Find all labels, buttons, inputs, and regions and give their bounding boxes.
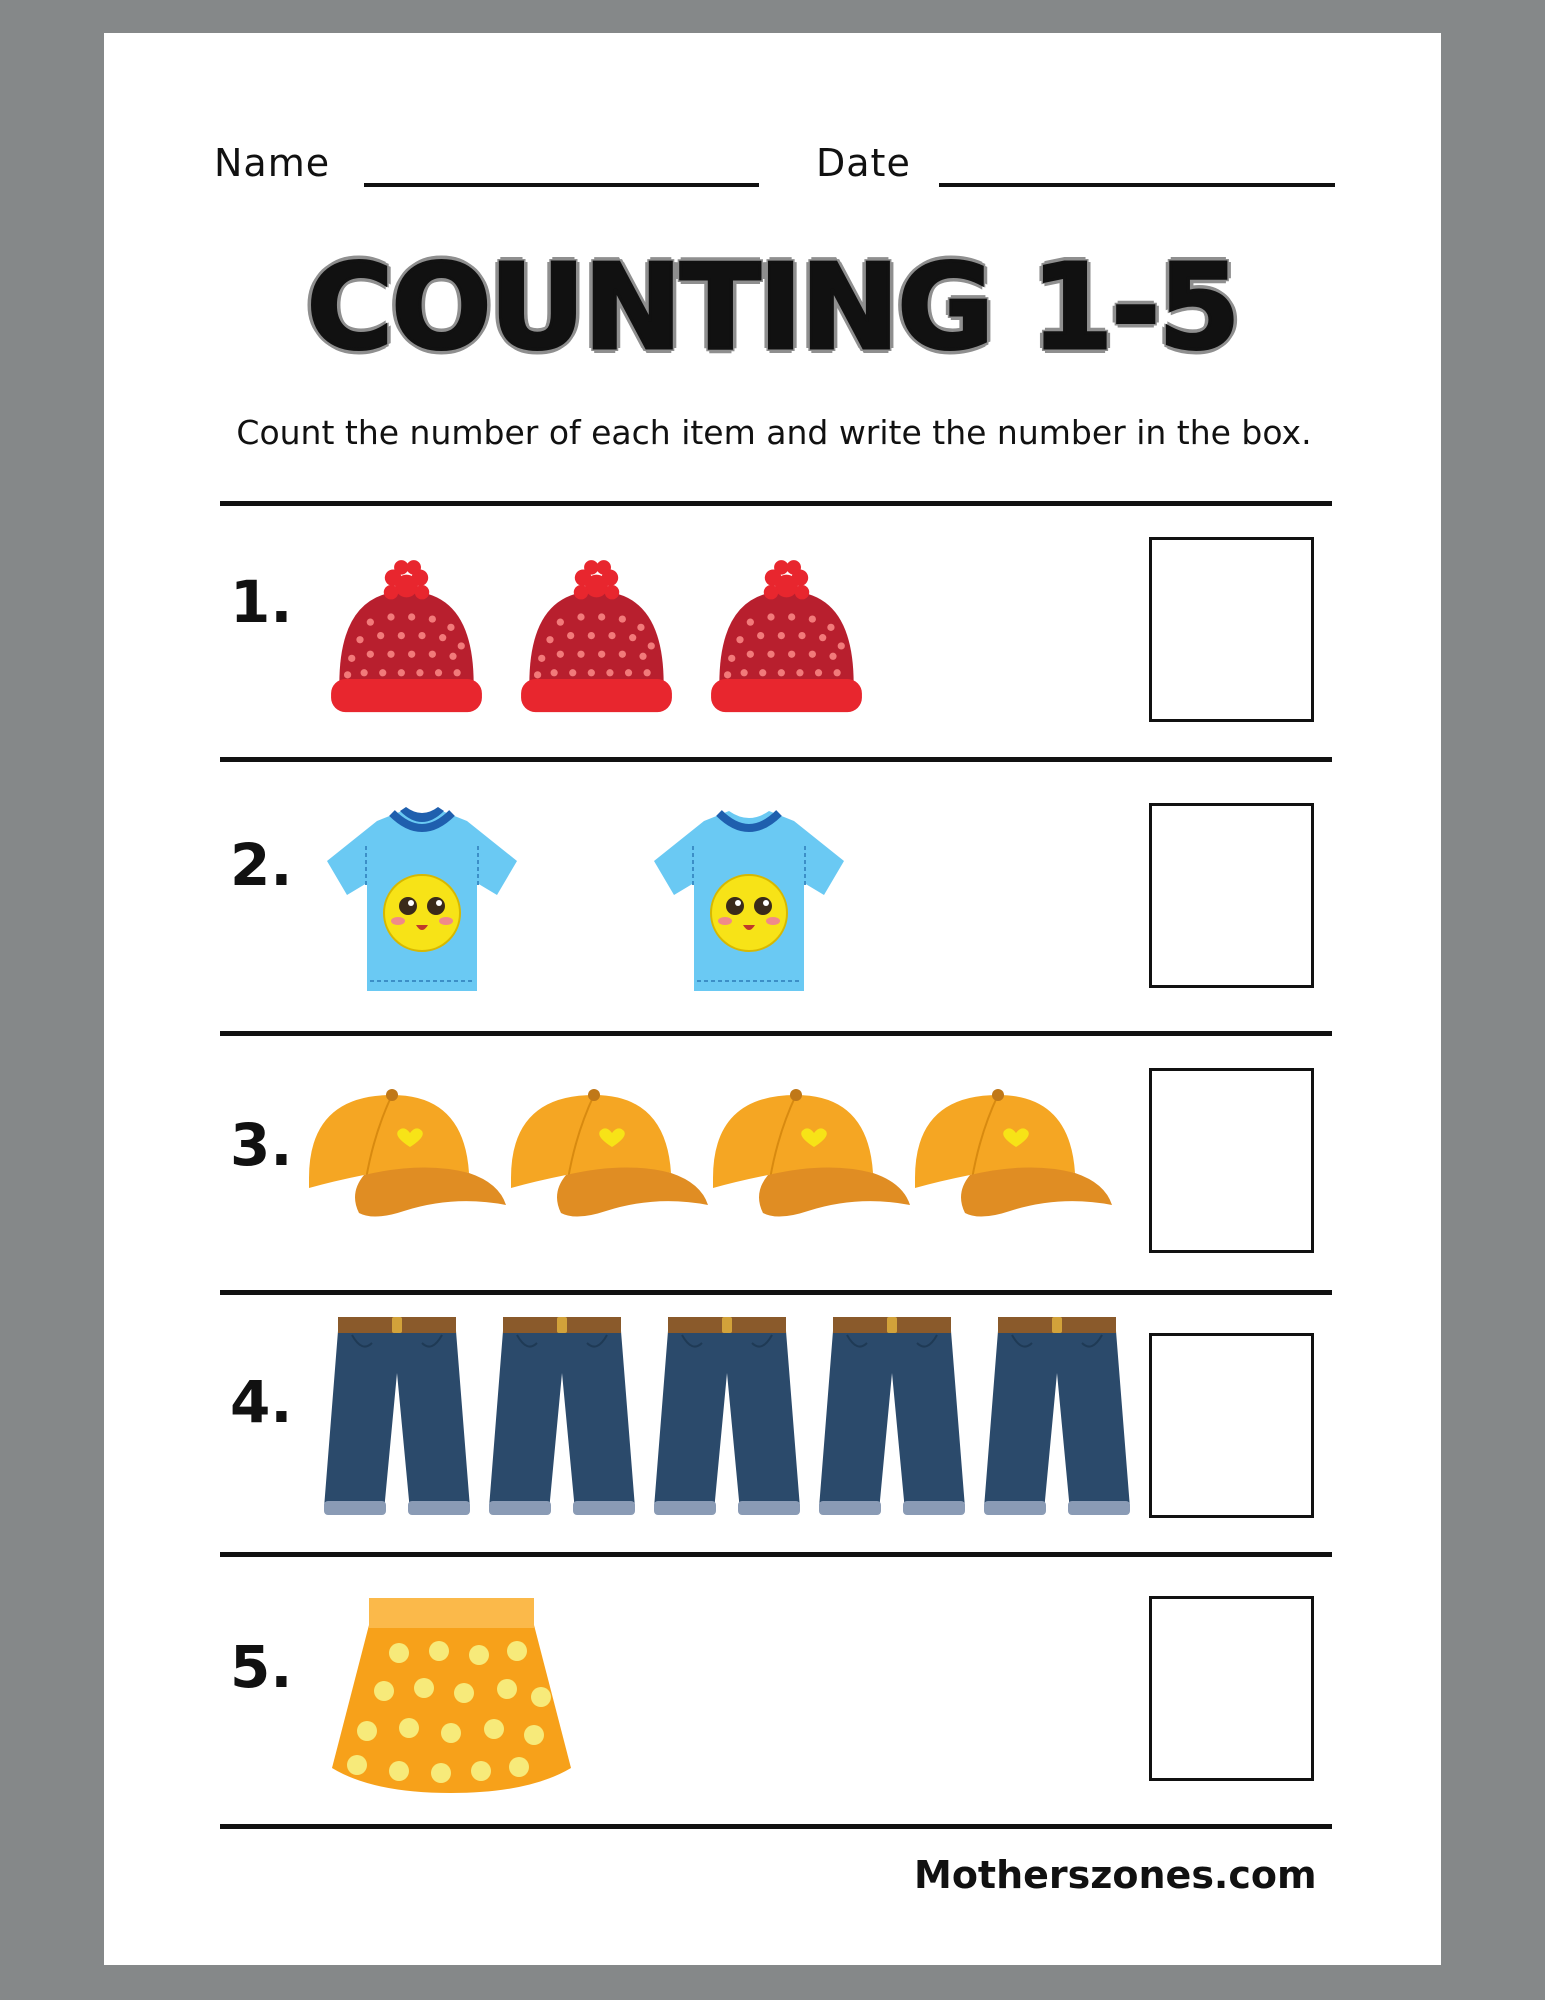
t-shirt-icon bbox=[322, 803, 522, 998]
divider bbox=[220, 501, 1332, 506]
baseball-cap-icon bbox=[708, 1083, 913, 1228]
question-number: 4. bbox=[230, 1368, 293, 1436]
jeans-icon bbox=[487, 1313, 637, 1533]
skirt-icon bbox=[329, 1593, 574, 1803]
jeans-icon bbox=[322, 1313, 472, 1533]
footer-website: Motherszones.com bbox=[914, 1853, 1317, 1897]
beanie-hat-icon bbox=[519, 548, 674, 748]
question-number: 2. bbox=[230, 831, 293, 899]
baseball-cap-icon bbox=[910, 1083, 1115, 1228]
jeans-icon bbox=[817, 1313, 967, 1533]
jeans-icon bbox=[982, 1313, 1132, 1533]
answer-box-1[interactable] bbox=[1149, 537, 1314, 722]
divider bbox=[220, 1824, 1332, 1829]
worksheet-page bbox=[104, 33, 1441, 1965]
instructions-text: Count the number of each item and write the number in the box. bbox=[236, 413, 1312, 452]
baseball-cap-icon bbox=[304, 1083, 509, 1228]
answer-box-2[interactable] bbox=[1149, 803, 1314, 988]
answer-box-5[interactable] bbox=[1149, 1596, 1314, 1781]
name-label: Name bbox=[214, 141, 331, 185]
question-number: 5. bbox=[230, 1633, 293, 1701]
answer-box-4[interactable] bbox=[1149, 1333, 1314, 1518]
divider bbox=[220, 1552, 1332, 1557]
divider bbox=[220, 1031, 1332, 1036]
date-label: Date bbox=[816, 141, 911, 185]
divider bbox=[220, 1290, 1332, 1295]
beanie-hat-icon bbox=[709, 548, 864, 748]
answer-box-3[interactable] bbox=[1149, 1068, 1314, 1253]
page-title: COUNTING 1-5 bbox=[306, 238, 1239, 376]
name-blank-line[interactable] bbox=[364, 183, 759, 187]
question-number: 3. bbox=[230, 1111, 293, 1179]
divider bbox=[220, 757, 1332, 762]
jeans-icon bbox=[652, 1313, 802, 1533]
question-number: 1. bbox=[230, 568, 293, 636]
beanie-hat-icon bbox=[329, 548, 484, 748]
t-shirt-icon bbox=[649, 803, 849, 998]
date-blank-line[interactable] bbox=[939, 183, 1335, 187]
baseball-cap-icon bbox=[506, 1083, 711, 1228]
